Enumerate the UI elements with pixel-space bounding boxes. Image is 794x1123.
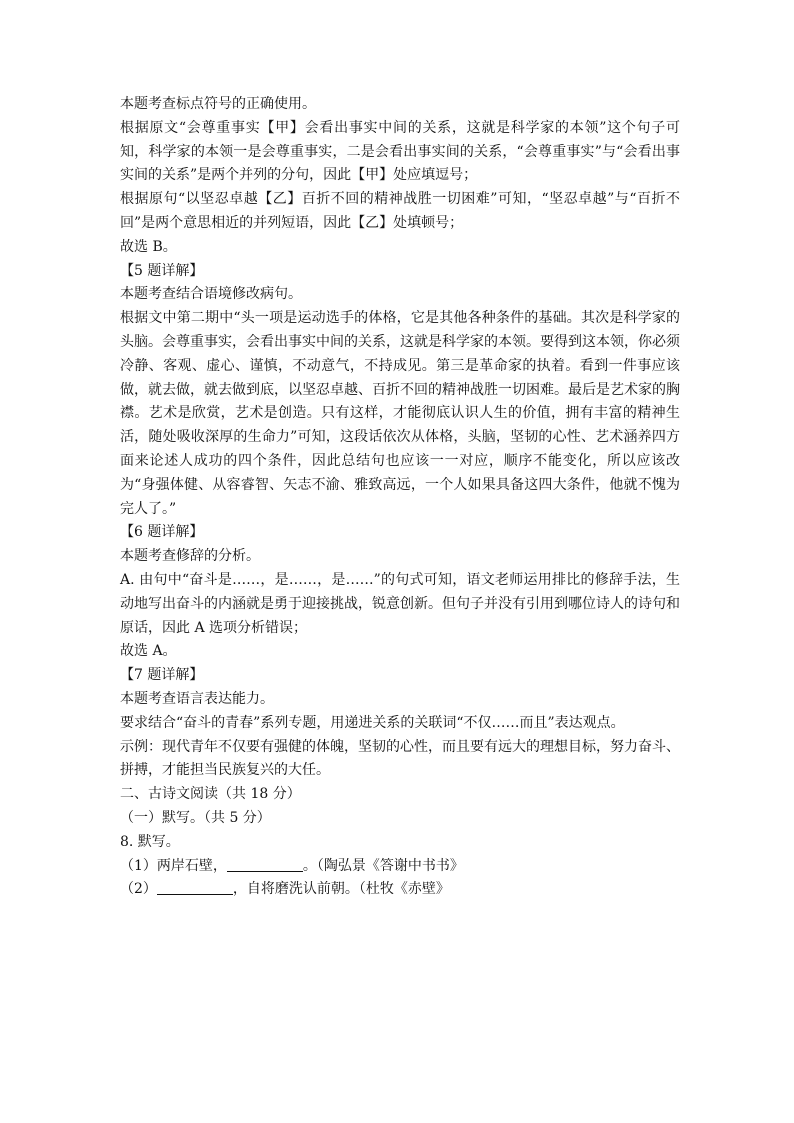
section-heading: 【5 题详解】 [120,262,204,279]
text-line: 要求结合“奋斗的青春”系列专题，用递进关系的关联词“不仅……而且”表达观点。 [120,714,625,731]
paragraph: 根据文中第二期中“头一项是运动选手的体格，它是其他各种条件的基础。其次是科学家的头脑。会尊重事实，会看出事实中间的关系，这就是科学家的本领。要得到这本领，你必须冷静、客观、虚心、谨慎，不动意气，不持成见。第三是革命家的执着。看到一件事应该做，就去做，就去做到底，以坚忍卓越、百折不回的精神战胜一切困难。最后是艺术家的胸襟。艺术是欣赏，艺术是创造。只有这样，才能彻底认识人生的价值，拥有丰富的精神生活，随处吸收深厚的生命力”可知，这段话依次从体格，头脑，坚韧的心性、艺术涵养四方面来论述人成功的四个条件，因此总结句也应该一一对应，顺序不能变化，所以应该改为“身强体健、从容睿智、矢志不渝、雅致高远，一个人如果具备这四大条件，他就不愧为完人了。” [120,310,680,517]
question-title: 8. 默写。 [120,833,180,850]
answer-blank[interactable] [157,880,233,895]
question-text: （2） [120,881,157,898]
paragraph: 根据原句“以坚忍卓越【乙】百折不回的精神战胜一切困难”可知，“坚忍卓越”与“百折不回”是两个意思相近的并列短语，因此【乙】处填顿号； [120,191,680,231]
text-line: 故选 A。 [120,643,177,660]
text-line: 本题考查修辞的分析。 [120,548,260,565]
question-text: 。（陶弘景《答谢中书书》 [302,857,464,874]
section-heading: 二、古诗文阅读（共 18 分） [120,786,301,803]
paragraph: 根据原文“会尊重事实【甲】会看出事实中间的关系，这就是科学家的本领”这个句子可知，科学家的本领一是会尊重事实，二是会看出事实间的关系，“会尊重事实”与“会看出事实间的关系”是两个并列的分句，因此【甲】处应填逗号； [120,119,680,184]
answer-blank[interactable] [227,857,303,872]
document-page [120,93,680,902]
paragraph: 示例：现代青年不仅要有强健的体魄，坚韧的心性，而且要有远大的理想目标，努力奋斗、拼搏，才能担当民族复兴的大任。 [120,738,680,779]
text-line: 故选 B。 [120,238,177,255]
section-heading: 【6 题详解】 [120,524,204,541]
fill-blank-question-1 [120,855,680,879]
question-text: ，自将磨洗认前朝。（杜牧《赤壁》 [232,881,450,898]
fill-blank-question-2 [120,878,680,902]
question-text: （1）两岸石壁， [120,857,227,874]
sub-heading: （一）默写。（共 5 分） [120,809,271,826]
text-line: 本题考查结合语境修改病句。 [120,286,302,303]
text-line: 本题考查标点符号的正确使用。 [120,96,316,112]
section-heading: 【7 题详解】 [120,667,204,684]
text-line: 本题考查语言表达能力。 [120,690,274,707]
paragraph: A. 由句中“奋斗是……，是……，是……”的句式可知，语文老师运用排比的修辞手法，生动地写出奋斗的内涵就是勇于迎接挑战，锐意创新。但句子并没有引用到哪位诗人的诗句和原话，因此 A 选项分析错误； [120,571,680,636]
